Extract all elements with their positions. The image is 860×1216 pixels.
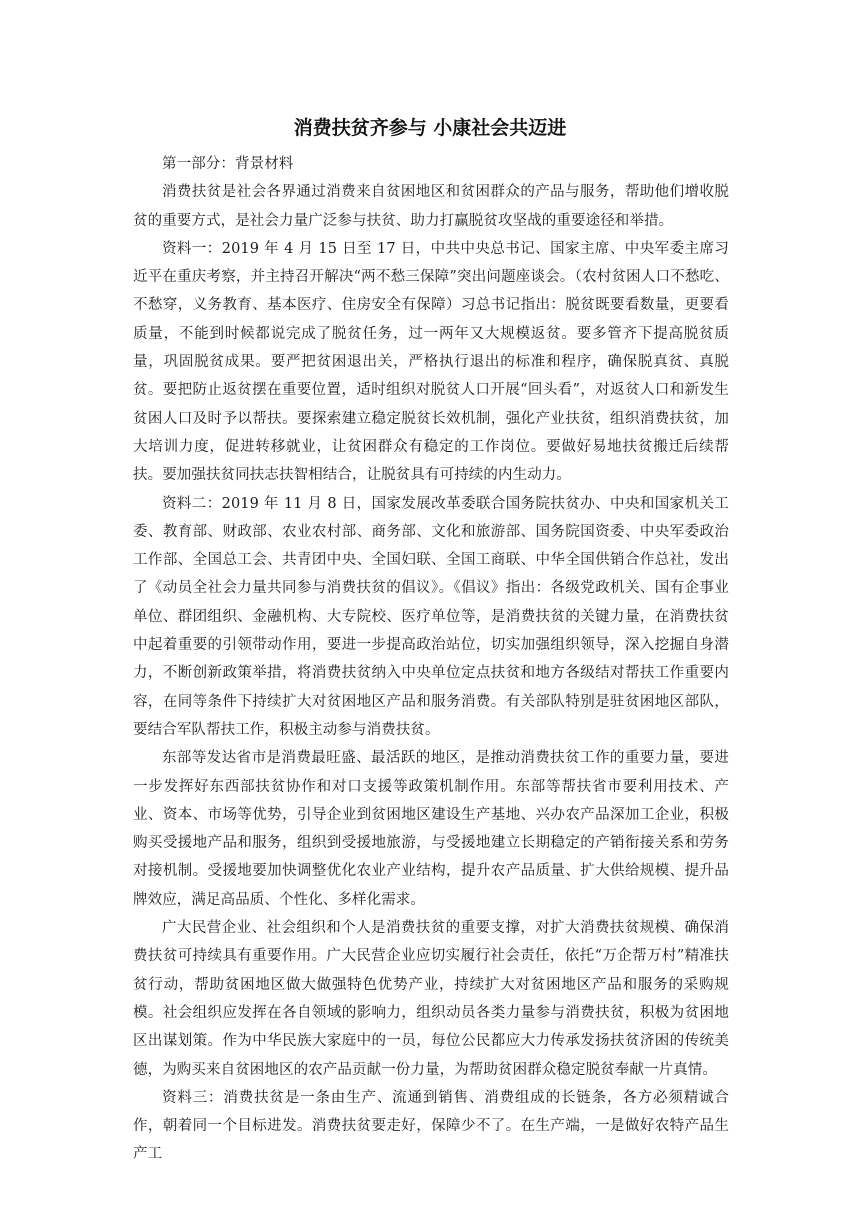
paragraph-intro: 消费扶贫是社会各界通过消费来自贫困地区和贫困群众的产品与服务，帮助他们增收脱贫的重要方式，是社会力量广泛参与扶贫、助力打赢脱贫攻坚战的重要途径和举措。: [133, 184, 729, 229]
paragraph-eastern-provinces: 东部等发达省市是消费最旺盛、最活跃的地区，是推动消费扶贫工作的重要力量，要进一步发挥好东西部扶贫协作和对口支援等政策机制作用。东部等帮扶省市要利用技术、产业、资本、市场等优势，引导企业到贫困地区建设生产基地、兴办农产品深加工企业，积极购买受援地产品和服务，组织到受援地旅游，与受援地建立长期稳定的产销衔接关系和劳务对接机制。受援地要加快调整优化农业产业结构，提升农产品质量、扩大供给规模、提升品牌效应，满足高品质、个性化、多样化需求。: [133, 750, 729, 908]
paragraph-private-enterprises: 广大民营企业、社会组织和个人是消费扶贫的重要支撑，对扩大消费扶贫规模、确保消费扶贫可持续具有重要作用。广大民营企业应切实履行社会责任，依托“万企帮万村”精准扶贫行动，帮助贫困地区做大做强特色优势产业，持续扩大对贫困地区产品和服务的采购规模。社会组织应发挥在各自领域的影响力，组织动员各类力量参与消费扶贫，积极为贫困地区出谋划策。作为中华民族大家庭中的一员，每位公民都应大力传承发扬扶贫济困的传统美德，为购买来自贫困地区的农产品贡献一份力量，为帮助贫困群众稳定脱贫奉献一片真情。: [133, 920, 729, 1078]
paragraph-material-two: 资料二：2019 年 11 月 8 日，国家发展改革委联合国务院扶贫办、中央和国家机关工委、教育部、财政部、农业农村部、商务部、文化和旅游部、国务院国资委、中央军委政治工作部、全国总工会、共青团中央、全国妇联、全国工商联、中华全国供销合作总社，发出了《动员全社会力量共同参与消费扶贫的倡议》。《倡议》指出：各级党政机关、国有企事业单位、群团组织、金融机构、大专院校、医疗单位等，是消费扶贫的关键力量，在消费扶贫中起着重要的引领带动作用，要进一步提高政治站位，切实加强组织领导，深入挖掘自身潜力，不断创新政策举措，将消费扶贫纳入中央单位定点扶贫和地方各级结对帮扶工作重要内容，在同等条件下持续扩大对贫困地区产品和服务消费。有关部队特别是驻贫困地区部队，要结合军队帮扶工作，积极主动参与消费扶贫。: [133, 495, 729, 738]
section-heading: 第一部分：背景材料: [162, 156, 294, 172]
document-body: [133, 150, 729, 1169]
paragraph-material-three: 资料三：消费扶贫是一条由生产、流通到销售、消费组成的长链条，各方必须精诚合作，朝着同一个目标进发。消费扶贫要走好，保障少不了。在生产端，一是做好农特产品生产工: [133, 1089, 729, 1163]
paragraph-material-one: 资料一：2019 年 4 月 15 日至 17 日，中共中央总书记、国家主席、中央军委主席习近平在重庆考察，并主持召开解决“两不愁三保障”突出问题座谈会。（农村贫困人口不愁吃、不愁穿，义务教育、基本医疗、住房安全有保障）习总书记指出：脱贫既要看数量，更要看质量，不能到时候都说完成了脱贫任务，过一两年又大规模返贫。要多管齐下提高脱贫质量，巩固脱贫成果。要严把贫困退出关，严格执行退出的标准和程序，确保脱真贫、真脱贫。要把防止返贫摆在重要位置，适时组织对脱贫人口开展“回头看”，对返贫人口和新发生贫困人口及时予以帮扶。要探索建立稳定脱贫长效机制，强化产业扶贫，组织消费扶贫，加大培训力度，促进转移就业，让贫困群众有稳定的工作岗位。要做好易地扶贫搬迁后续帮扶。要加强扶贫同扶志扶智相结合，让脱贫具有可持续的内生动力。: [133, 240, 729, 484]
document-title: 消费扶贫齐参与 小康社会共迈进: [293, 117, 567, 139]
